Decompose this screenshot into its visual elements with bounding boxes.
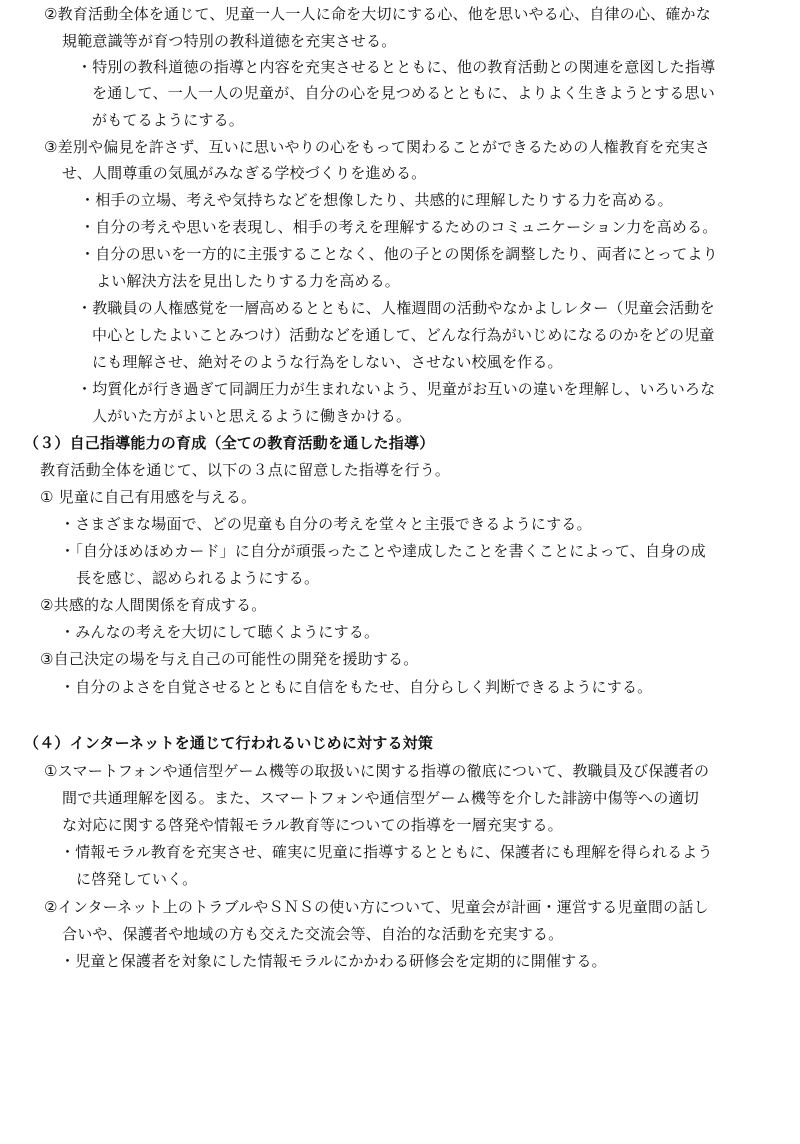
- text-line: を通して、一人一人の児童が、自分の心を見つめるとともに、よりよく生きようとする思い: [92, 84, 715, 102]
- text-line: ・みんなの考えを大切にして聴くようにする。: [60, 623, 380, 641]
- section-heading: （４）インターネットを通じて行われるいじめに対する対策: [24, 734, 434, 752]
- text-line: ・「自分ほめほめカード」に自分が頑張ったことや達成したことを書くことによって、自身の成: [60, 542, 706, 560]
- text-line: ・教職員の人権感覚を一層高めるとともに、人権週間の活動やなかよしレター（児童会活動を: [77, 299, 715, 317]
- text-line: ① 児童に自己有用感を与える。: [40, 488, 257, 506]
- text-line: ・相手の立場、考えや気持ちなどを想像したり、共感的に理解したりする力を高める。: [80, 191, 673, 209]
- text-line: 間で共通理解を図る。また、スマートフォンや通信型ゲーム機等を介した誹謗中傷等への適切: [62, 789, 699, 807]
- text-line: ・特別の教科道徳の指導と内容を充実させるとともに、他の教育活動との関連を意図した指導: [77, 58, 716, 76]
- text-line: ②共感的な人間関係を育成する。: [40, 596, 267, 614]
- text-line: に啓発していく。: [76, 870, 198, 888]
- text-line: にも理解させ、絶対そのような行為をしない、させない校風を作る。: [92, 353, 563, 371]
- text-line: ・自分の思いを一方的に主張することなく、他の子との関係を調整したり、両者にとってより: [80, 245, 718, 263]
- text-line: ③自己決定の場を与え自己の可能性の開発を援助する。: [40, 650, 419, 668]
- text-line: ②教育活動全体を通じて、児童一人一人に命を大切にする心、他を思いやる心、自律の心、確かな: [44, 5, 711, 23]
- text-line: 規範意識等が育つ特別の教科道徳を充実させる。: [62, 32, 397, 50]
- text-line: ・均質化が行き過ぎて同調圧力が生まれないよう、児童がお互いの違いを理解し、いろいろな: [77, 380, 716, 398]
- text-line: ・情報モラル教育を充実させ、確実に児童に指導するとともに、保護者にも理解を得られるよう: [60, 843, 713, 861]
- text-line: ③差別や偏見を許さず、互いに思いやりの心をもって関わることができるための人権教育を充実さ: [44, 138, 711, 156]
- text-line: ・自分のよさを自覚させるとともに自信をもたせ、自分らしく判断できるようにする。: [60, 678, 653, 696]
- text-line: せ、人間尊重の気風がみなぎる学校づくりを進める。: [62, 164, 427, 182]
- text-line: ・児童と保護者を対象にした情報モラルにかかわる研修会を定期的に開催する。: [60, 952, 607, 970]
- text-line: 長を感じ、認められるようにする。: [76, 569, 320, 587]
- text-line: 中心としたよいことみつけ）活動などを通して、どんな行為がいじめになるのかをどの児童: [92, 326, 715, 344]
- text-line: 教育活動全体を通じて、以下の３点に留意した指導を行う。: [40, 461, 451, 479]
- text-line: ①スマートフォンや通信型ゲーム機等の取扱いに関する指導の徹底について、教職員及び保護者の: [44, 762, 710, 780]
- text-line: な対応に関する啓発や情報モラル教育等についての指導を一層充実する。: [62, 816, 563, 834]
- section-heading: （３）自己指導能力の育成（全ての教育活動を通した指導）: [24, 434, 435, 452]
- text-line: がもてるようにする。: [92, 111, 245, 129]
- text-line: よい解決方法を見出したりする力を高める。: [96, 272, 401, 290]
- text-line: 人がいた方がよいと思えるように働きかける。: [92, 407, 412, 425]
- text-line: ・さまざまな場面で、どの児童も自分の考えを堂々と主張できるようにする。: [60, 515, 592, 533]
- text-line: ・自分の考えや思いを表現し、相手の考えを理解するためのコミュニケーション力を高める。: [80, 218, 718, 236]
- text-line: ②インターネット上のトラブルやＳＮＳの使い方について、児童会が計画・運営する児童間の話し: [44, 898, 709, 916]
- text-line: 合いや、保護者や地域の方も交えた交流会等、自治的な活動を充実する。: [62, 925, 564, 943]
